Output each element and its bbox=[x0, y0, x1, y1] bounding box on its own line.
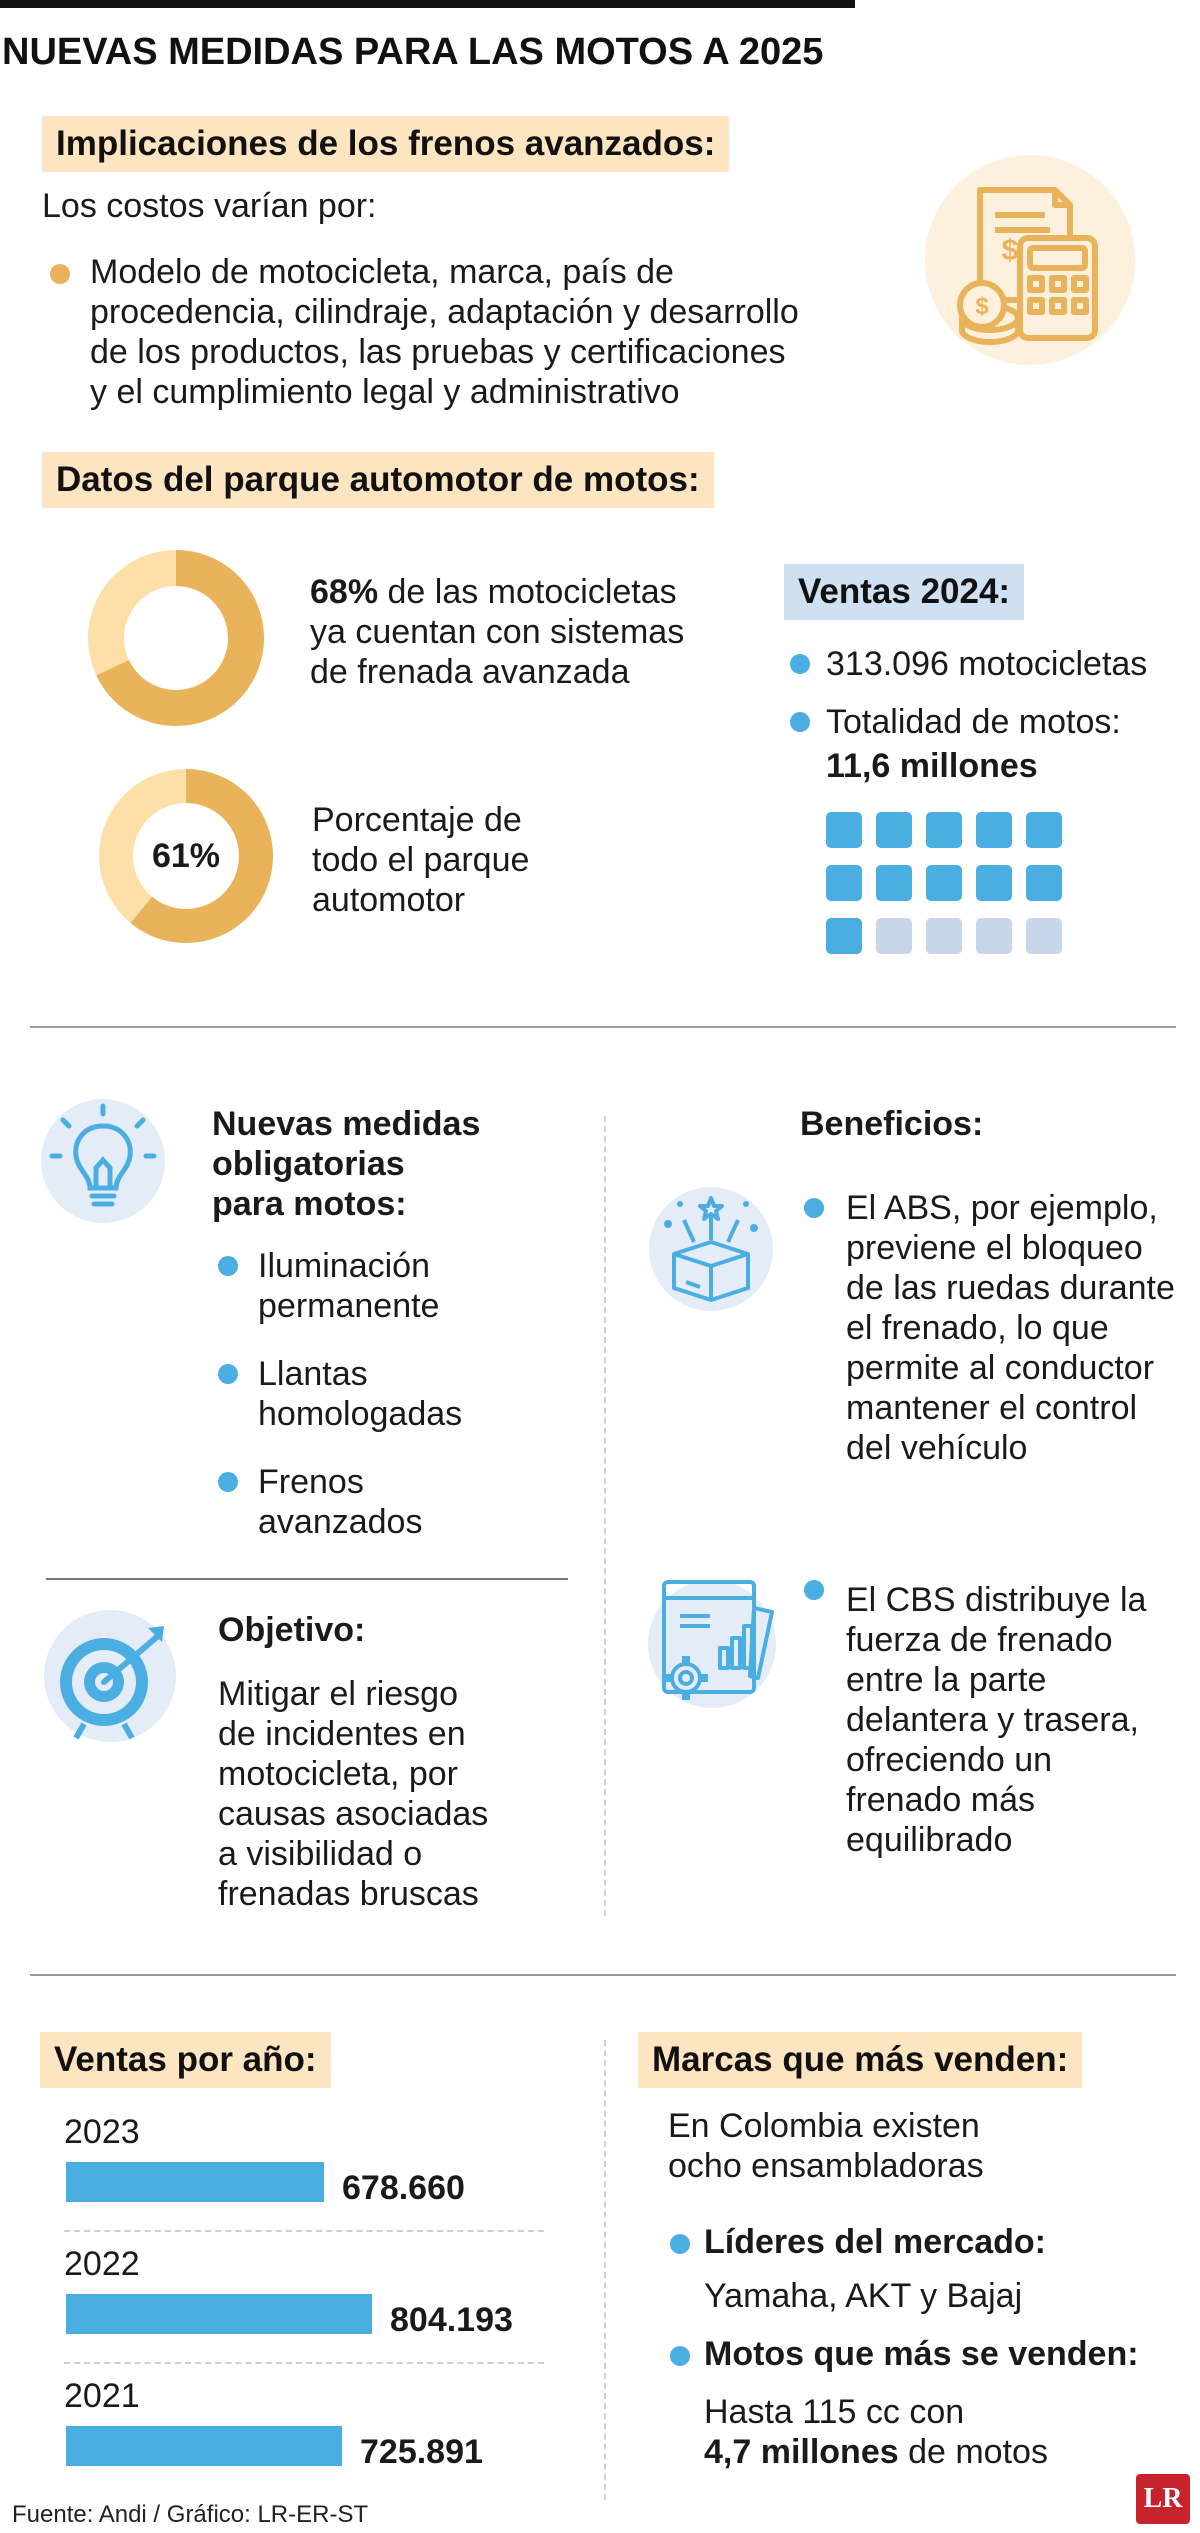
medida-line: Llantas bbox=[258, 1355, 368, 1393]
lightbulb-icon bbox=[38, 1096, 168, 1226]
bar-2023 bbox=[66, 2162, 324, 2202]
marcas-intro-line: En Colombia existen bbox=[668, 2107, 980, 2145]
section-divider-1 bbox=[30, 1026, 1176, 1028]
medida-line: avanzados bbox=[258, 1503, 423, 1541]
medidas-heading-line: Nuevas medidas bbox=[212, 1105, 481, 1143]
unit-square-filled bbox=[926, 812, 962, 848]
medida-bullet bbox=[218, 1364, 238, 1384]
unit-square-filled bbox=[826, 812, 862, 848]
donut1-line2: ya cuentan con sistemas bbox=[310, 613, 685, 651]
frenos-line: Modelo de motocicleta, marca, país de bbox=[90, 253, 674, 291]
donut1-line1 bbox=[310, 572, 684, 612]
frenos-intro: Los costos varían por: bbox=[42, 187, 377, 225]
unit-square-empty bbox=[876, 918, 912, 954]
motos-line1: Hasta 115 cc con bbox=[704, 2393, 965, 2431]
unit-square-empty bbox=[926, 918, 962, 954]
bar-2021 bbox=[66, 2426, 342, 2466]
motos-rest: de motos bbox=[898, 2433, 1048, 2471]
unit-square-filled bbox=[1026, 812, 1062, 848]
lideres-heading: Líderes del mercado: bbox=[704, 2223, 1047, 2261]
motos-square-grid bbox=[826, 812, 1066, 962]
target-icon bbox=[40, 1606, 180, 1746]
parque-heading: Datos del parque automotor de motos: bbox=[42, 452, 714, 508]
marcas-bullet bbox=[670, 2234, 690, 2254]
cbs-line: ofreciendo un bbox=[846, 1741, 1053, 1779]
unit-square-empty bbox=[976, 918, 1012, 954]
donut2-line: automotor bbox=[312, 881, 466, 919]
cbs-line: El CBS distribuye la bbox=[846, 1581, 1147, 1619]
ventas2024-item2: Totalidad de motos: bbox=[826, 703, 1121, 741]
beneficio-bullet bbox=[804, 1580, 824, 1600]
frenos-bullet-text bbox=[90, 252, 799, 412]
marcas-intro-line: ocho ensambladoras bbox=[668, 2147, 984, 2185]
ventas-anio-heading: Ventas por año: bbox=[40, 2032, 331, 2088]
unit-square-filled bbox=[976, 812, 1012, 848]
abs-line: previene el bloqueo bbox=[846, 1229, 1143, 1267]
bar-year-label: 2022 bbox=[64, 2245, 140, 2283]
abs-line: El ABS, por ejemplo, bbox=[846, 1189, 1158, 1227]
unit-square-filled bbox=[826, 865, 862, 901]
settings-document-icon bbox=[640, 1568, 780, 1718]
medida-line: permanente bbox=[258, 1287, 440, 1325]
marcas-bullet bbox=[670, 2346, 690, 2366]
cbs-line: frenado más bbox=[846, 1781, 1035, 1819]
unit-square-filled bbox=[826, 918, 862, 954]
frenos-line: y el cumplimiento legal y administrativo bbox=[90, 373, 680, 411]
medida-line: Iluminación bbox=[258, 1247, 430, 1285]
medida-bullet bbox=[218, 1256, 238, 1276]
motos-line2 bbox=[704, 2432, 1048, 2472]
bar-year-label: 2021 bbox=[64, 2377, 140, 2415]
gift-box-icon bbox=[646, 1184, 776, 1314]
donut1-percent: 68% bbox=[310, 573, 379, 611]
bar-value-label: 804.193 bbox=[390, 2301, 513, 2339]
medidas-heading-line: para motos: bbox=[212, 1185, 407, 1223]
medida-line: Frenos bbox=[258, 1463, 364, 1501]
frenos-heading: Implicaciones de los frenos avanzados: bbox=[42, 116, 729, 172]
ventas-bar-chart bbox=[64, 2112, 564, 2492]
objetivo-heading: Objetivo: bbox=[218, 1611, 366, 1649]
cbs-text bbox=[846, 1580, 1146, 1860]
unit-square-empty bbox=[1026, 918, 1062, 954]
objetivo-line: a visibilidad o bbox=[218, 1835, 423, 1873]
motos-heading: Motos que más se venden: bbox=[704, 2335, 1139, 2373]
beneficios-heading: Beneficios: bbox=[800, 1105, 984, 1143]
cbs-line: fuerza de frenado bbox=[846, 1621, 1113, 1659]
donut1-rest: de las motocicletas bbox=[378, 573, 677, 611]
medidas-heading-line: obligatorias bbox=[212, 1145, 405, 1183]
middle-column-divider bbox=[604, 1116, 606, 1916]
medidas-heading bbox=[212, 1104, 480, 1224]
donut2-text bbox=[312, 800, 529, 920]
ventas2024-bullet2 bbox=[790, 712, 810, 732]
ventas2024-heading: Ventas 2024: bbox=[784, 564, 1024, 620]
bar-year-label: 2023 bbox=[64, 2113, 140, 2151]
abs-line: permite al conductor bbox=[846, 1349, 1155, 1387]
section-divider-2 bbox=[30, 1974, 1176, 1976]
donut2-line: todo el parque bbox=[312, 841, 530, 879]
header-rule bbox=[0, 0, 855, 8]
page-title: NUEVAS MEDIDAS PARA LAS MOTOS A 2025 bbox=[2, 31, 824, 73]
lideres-value: Yamaha, AKT y Bajaj bbox=[704, 2277, 1023, 2315]
donut1-text bbox=[310, 572, 684, 692]
abs-text bbox=[846, 1188, 1175, 1468]
medidas-divider bbox=[46, 1578, 568, 1580]
lr-logo bbox=[1136, 2474, 1190, 2524]
objetivo-line: motocicleta, por bbox=[218, 1755, 458, 1793]
frenos-line: procedencia, cilindraje, adaptación y desarrollo bbox=[90, 293, 799, 331]
ventas2024-bullet1 bbox=[790, 654, 810, 674]
bar-2022 bbox=[66, 2294, 372, 2334]
motos-bold: 4,7 millones bbox=[704, 2433, 899, 2471]
svg-text:$: $ bbox=[1001, 234, 1019, 267]
objetivo-text bbox=[218, 1674, 488, 1914]
bar-row-divider bbox=[64, 2230, 544, 2232]
unit-square-filled bbox=[976, 865, 1012, 901]
unit-square-filled bbox=[876, 865, 912, 901]
lr-logo-text: LR bbox=[1143, 2483, 1183, 2514]
ventas2024-item2-value: 11,6 millones bbox=[826, 747, 1038, 785]
frenos-line: de los productos, las pruebas y certificaciones bbox=[90, 333, 786, 371]
medida-item bbox=[258, 1462, 422, 1542]
cbs-line: entre la parte bbox=[846, 1661, 1047, 1699]
abs-line: de las ruedas durante bbox=[846, 1269, 1175, 1307]
unit-square-filled bbox=[1026, 865, 1062, 901]
donut2-center-label: 61% bbox=[151, 837, 221, 875]
bar-value-label: 725.891 bbox=[360, 2433, 483, 2471]
bar-value-label: 678.660 bbox=[342, 2169, 465, 2207]
donut-chart-68 bbox=[86, 548, 266, 728]
ventas2024-item1: 313.096 motocicletas bbox=[826, 645, 1148, 683]
cbs-line: delantera y trasera, bbox=[846, 1701, 1139, 1739]
donut2-line: Porcentaje de bbox=[312, 801, 522, 839]
frenos-bullet bbox=[50, 264, 70, 284]
objetivo-line: Mitigar el riesgo bbox=[218, 1675, 458, 1713]
objetivo-line: de incidentes en bbox=[218, 1715, 466, 1753]
medida-bullet bbox=[218, 1472, 238, 1492]
objetivo-line: causas asociadas bbox=[218, 1795, 489, 1833]
donut1-line3: de frenada avanzada bbox=[310, 653, 630, 691]
svg-text:$: $ bbox=[975, 293, 989, 320]
bar-row-divider bbox=[64, 2362, 544, 2364]
abs-line: el frenado, lo que bbox=[846, 1309, 1109, 1347]
cbs-line: equilibrado bbox=[846, 1821, 1013, 1859]
medida-item bbox=[258, 1246, 439, 1326]
calculator-icon bbox=[920, 150, 1140, 370]
abs-line: mantener el control bbox=[846, 1389, 1138, 1427]
medida-item bbox=[258, 1354, 462, 1434]
abs-line: del vehículo bbox=[846, 1429, 1028, 1467]
bottom-column-divider bbox=[604, 2040, 606, 2500]
marcas-intro bbox=[668, 2106, 984, 2186]
beneficio-bullet bbox=[804, 1198, 824, 1218]
unit-square-filled bbox=[876, 812, 912, 848]
medida-line: homologadas bbox=[258, 1395, 463, 1433]
marcas-heading: Marcas que más venden: bbox=[638, 2032, 1082, 2088]
source-note: Fuente: Andi / Gráfico: LR-ER-ST bbox=[12, 2501, 369, 2528]
objetivo-line: frenadas bruscas bbox=[218, 1875, 479, 1913]
unit-square-filled bbox=[926, 865, 962, 901]
